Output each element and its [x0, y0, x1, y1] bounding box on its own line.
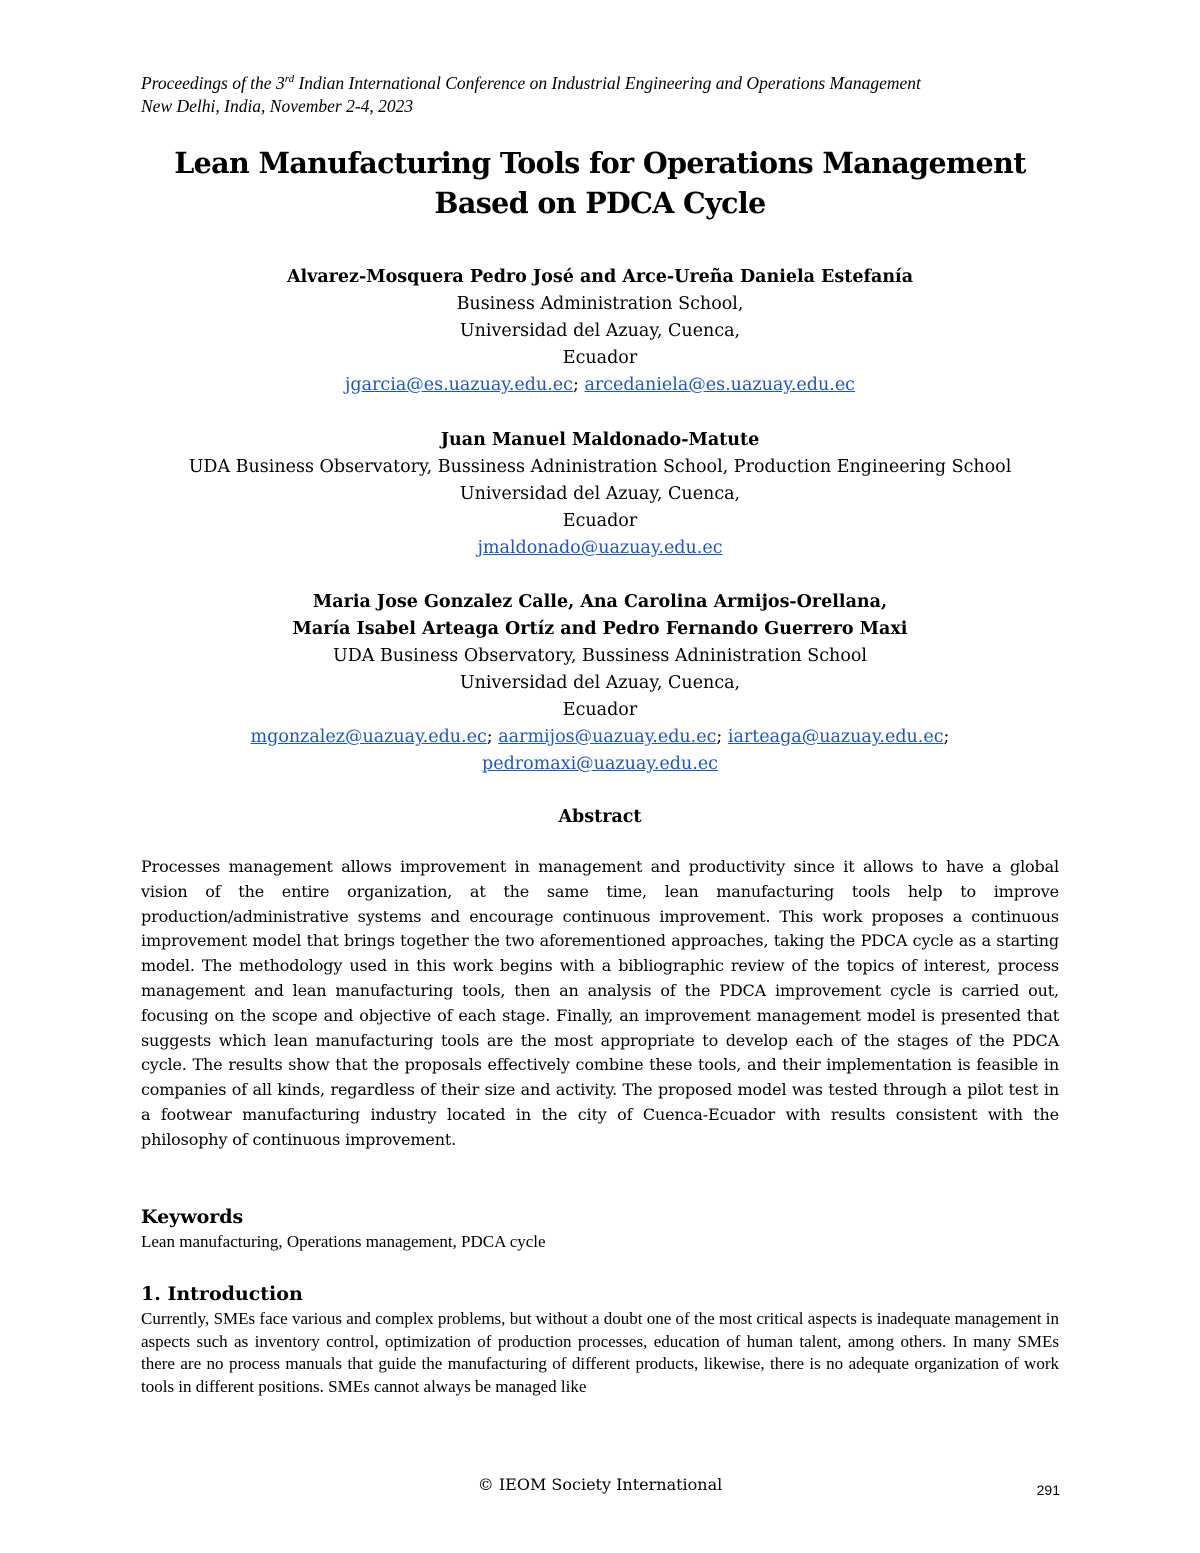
author-group-1: [100, 264, 1100, 399]
introduction-heading: 1. Introduction: [141, 1283, 303, 1305]
author-emails: [100, 751, 1100, 778]
author-emails: [100, 535, 1100, 562]
author-group-3: [100, 589, 1100, 778]
introduction-text: Currently, SMEs face various and complex problems, but without a doubt one of the most critical aspects is inadequate management in aspects such as inventory control, optimization of production processes, education of human talent, among others. In many SMEs there are no process manuals that guide the manufacturing of different products, likewise, there is no adequate organization of work tools in different positions. SMEs cannot always be managed like: [141, 1309, 1059, 1396]
abstract-body: [141, 855, 1059, 1153]
affiliation-line: Ecuador: [562, 348, 638, 368]
author-names: Alvarez-Mosquera Pedro José and Arce-Ureña Daniela Estefanía: [286, 267, 914, 287]
proceedings-line-2: New Delhi, India, November 2-4, 2023: [141, 96, 414, 116]
keywords-text: Lean manufacturing, Operations management, PDCA cycle: [141, 1232, 546, 1251]
affiliation-line: Universidad del Azuay, Cuenca,: [459, 484, 741, 504]
introduction-body: [141, 1308, 1059, 1398]
email-link[interactable]: jmaldonado@uazuay.edu.ec: [477, 538, 723, 558]
title-line-1: Lean Manufacturing Tools for Operations Management: [174, 146, 1026, 180]
keywords-heading: Keywords: [141, 1206, 244, 1228]
proceedings-header: [141, 72, 1061, 118]
abstract-text: Processes management allows improvement in management and productivity since it allows to have a global vision of the entire organization, at the same time, lean manufacturing tools help to improve production/administrative systems and encourage continuous improvement. This work proposes a continuous improvement model that brings together the two aforementioned approaches, taking the PDCA cycle as a starting model. The methodology used in this work begins with a bibliographic review of the topics of interest, process management and lean manufacturing tools, then an analysis of the PDCA improvement cycle is carried out, focusing on the scope and objective of each stage. Finally, an improvement management model is presented that suggests which lean manufacturing tools are the most appropriate to develop each of the stages of the PDCA cycle. The results show that the proposals effectively combine these tools, and their implementation is feasible in companies of all kinds, regardless of their size and activity. The proposed model was tested through a pilot test in a footwear manufacturing industry located in the city of Cuenca-Ecuador with results consistent with the philosophy of continuous improvement.: [141, 857, 1059, 1149]
affiliation-line: Ecuador: [562, 700, 638, 720]
author-names: Maria Jose Gonzalez Calle, Ana Carolina Armijos-Orellana,: [312, 592, 888, 612]
title-line-2: Based on PDCA Cycle: [434, 186, 766, 220]
affiliation-line: Universidad del Azuay, Cuenca,: [459, 321, 741, 341]
email-link[interactable]: jgarcia@es.uazuay.edu.ec: [345, 375, 573, 395]
email-link[interactable]: iarteaga@uazuay.edu.ec: [727, 727, 944, 747]
affiliation-line: UDA Business Observatory, Bussiness Adninistration School: [333, 646, 867, 666]
page-number: 291: [1036, 1482, 1060, 1498]
author-emails: mgonzalez@uazuay.edu.ec; aarmijos@uazuay.edu.ec; iarteaga@uazuay.edu.ec;: [250, 727, 950, 747]
abstract-heading: Abstract: [558, 807, 642, 827]
copyright-footer: © IEOM Society International: [477, 1475, 723, 1494]
proceedings-line-1: Proceedings of the 3rd Indian International Conference on Industrial Engineering and Operations Management: [141, 73, 921, 93]
affiliation-line: UDA Business Observatory, Bussiness Adninistration School, Production Engineering School: [188, 457, 1012, 477]
email-link[interactable]: mgonzalez@uazuay.edu.ec: [250, 727, 487, 747]
author-group-2: [100, 427, 1100, 562]
affiliation-line: Universidad del Azuay, Cuenca,: [459, 673, 741, 693]
affiliation-line: Business Administration School,: [456, 294, 744, 314]
email-link[interactable]: pedromaxi@uazuay.edu.ec: [482, 754, 718, 774]
paper-title: [100, 143, 1100, 223]
author-emails: jgarcia@es.uazuay.edu.ec; arcedaniela@es.uazuay.edu.ec: [345, 375, 855, 395]
author-names: Juan Manuel Maldonado-Matute: [440, 430, 760, 450]
affiliation-line: Ecuador: [562, 511, 638, 531]
email-link[interactable]: arcedaniela@es.uazuay.edu.ec: [584, 375, 855, 395]
email-link[interactable]: aarmijos@uazuay.edu.ec: [498, 727, 717, 747]
author-names: María Isabel Arteaga Ortíz and Pedro Fernando Guerrero Maxi: [292, 619, 908, 639]
